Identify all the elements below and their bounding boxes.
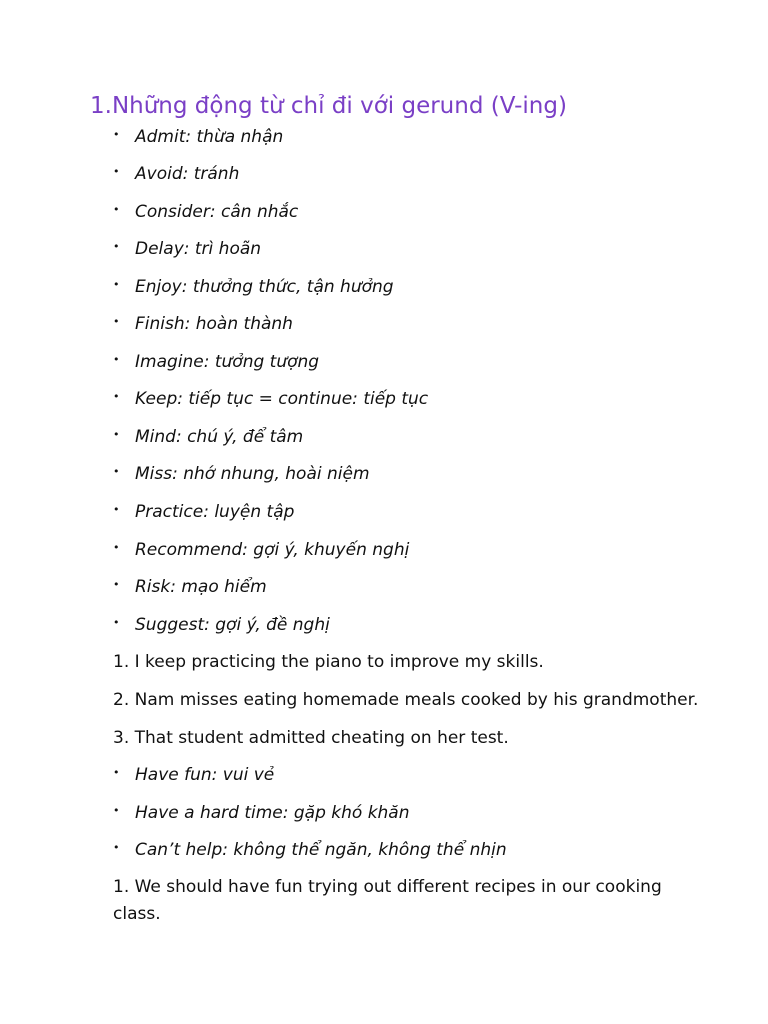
list-item [113, 764, 274, 786]
bullet-icon: • [113, 578, 120, 591]
list-item [113, 276, 394, 298]
bullet-icon: • [113, 616, 120, 629]
list-item [113, 501, 294, 523]
bullet-icon: • [113, 465, 120, 478]
list-item [113, 614, 330, 636]
bullet-icon: • [113, 541, 120, 554]
list-item-text: Consider: cân nhắc [135, 202, 299, 222]
bullet-icon: • [113, 315, 120, 328]
list-item-text: Suggest: gợi ý, đề nghị [135, 615, 330, 635]
list-item-text: Enjoy: thưởng thức, tận hưởng [135, 277, 394, 297]
example-sentence: 1. I keep practicing the piano to improve my skills. [113, 652, 544, 672]
bullet-icon: • [113, 503, 120, 516]
list-item [113, 313, 293, 335]
list-item-text: Finish: hoàn thành [135, 314, 293, 334]
list-item-text: Recommend: gợi ý, khuyến nghị [135, 540, 410, 560]
list-item-text: Imagine: tưởng tượng [135, 352, 320, 372]
list-item [113, 539, 409, 561]
list-item-text: Miss: nhớ nhung, hoài niệm [135, 464, 370, 484]
example-sentence: 1. We should have fun trying out different recipes in our cooking class. [113, 877, 662, 924]
bullet-icon: • [113, 165, 120, 178]
list-item-text: Risk: mạo hiểm [135, 577, 267, 597]
bullet-icon: • [113, 804, 120, 817]
bullet-icon: • [113, 766, 120, 779]
list-item [113, 839, 507, 861]
list-item [113, 163, 239, 185]
list-item-text: Have fun: vui vẻ [135, 765, 275, 785]
list-item-text: Admit: thừa nhận [135, 127, 284, 147]
list-item-text: Practice: luyện tập [135, 502, 295, 522]
list-item-text: Avoid: tránh [135, 164, 240, 184]
list-item-text: Mind: chú ý, để tâm [135, 427, 304, 447]
list-item-text: Delay: trì hoãn [135, 239, 262, 259]
list-item [113, 388, 428, 410]
list-item [113, 463, 370, 485]
bullet-icon: • [113, 353, 120, 366]
list-item-text: Can’t help: không thể ngăn, không thể nhịn [135, 840, 507, 860]
bullet-icon: • [113, 203, 120, 216]
bullet-icon: • [113, 240, 120, 253]
list-item [113, 238, 261, 260]
list-item [113, 201, 298, 223]
bullet-icon: • [113, 128, 120, 141]
list-item [113, 351, 319, 373]
example-sentence: 3. That student admitted cheating on her test. [113, 728, 509, 748]
bullet-icon: • [113, 428, 120, 441]
bullet-icon: • [113, 841, 120, 854]
list-item [113, 426, 303, 448]
bullet-icon: • [113, 278, 120, 291]
list-item-text: Have a hard time: gặp khó khăn [135, 803, 410, 823]
bullet-icon: • [113, 390, 120, 403]
list-item-text: Keep: tiếp tục = continue: tiếp tục [135, 389, 429, 409]
list-item [113, 802, 410, 824]
list-item [113, 126, 283, 148]
example-sentence: 2. Nam misses eating homemade meals cooked by his grandmother. [113, 690, 699, 710]
section-heading: 1.Những động từ chỉ đi với gerund (V-ing) [90, 93, 567, 119]
list-item [113, 576, 267, 598]
